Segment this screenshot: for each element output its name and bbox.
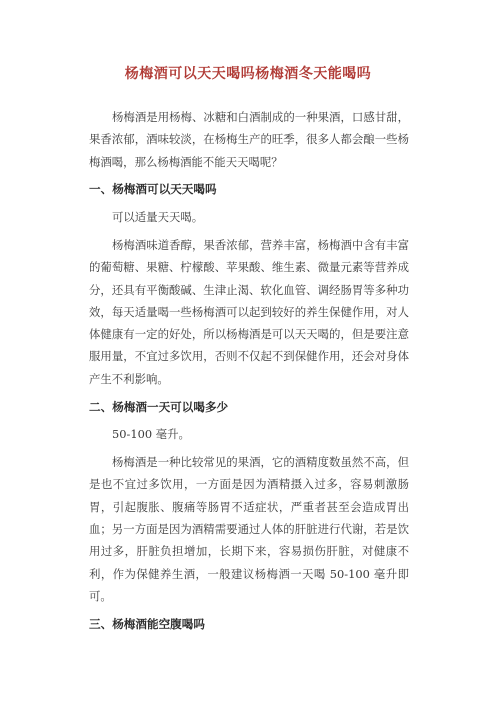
section-heading-1: 一、杨梅酒可以天天喝吗 [89, 182, 217, 197]
section-1-answer: 可以适量天天喝。 [112, 210, 204, 225]
section-heading-3: 三、杨梅酒能空腹喝吗 [89, 616, 205, 631]
document-body [89, 106, 409, 641]
intro-paragraph: 杨梅酒是用杨梅、冰糖和白酒制成的一种果酒，口感甘甜，果香浓郁，酒味较淡，在杨梅生产的旺季，很多人都会酿一些杨梅酒喝，那么杨梅酒能不能天天喝呢？ [89, 110, 409, 169]
section-2-body: 杨梅酒是一种比较常见的果酒，它的酒精度数虽然不高，但是也不宜过多饮用，一方面是因为酒精摄入过多，容易刺激肠胃，引起腹胀、腹痛等肠胃不适症状，严重者甚至会造成胃出血；另一方面是因为酒精需要通过人体的肝脏进行代谢，若是饮用过多，肝脏负担增加，长期下来，容易损伤肝脏，对健康不利，作为保健养生酒，一般建议杨梅酒一天喝 50-100 毫升即可。 [89, 455, 409, 603]
section-1-body: 杨梅酒味道香醇，果香浓郁，营养丰富，杨梅酒中含有丰富的葡萄糖、果糖、柠檬酸、苹果酸、维生素、微量元素等营养成分，还具有平衡酸碱、生津止渴、软化血管、调经肠胃等多种功效，每天适量喝一些杨梅酒可以起到较好的养生保健作用，对人体健康有一定的好处，所以杨梅酒是可以天天喝的，但是要注意服用量，不宜过多饮用，否则不仅起不到保健作用，还会对身体产生不利影响。 [89, 237, 409, 386]
section-heading-2: 二、杨梅酒一天可以喝多少 [89, 399, 229, 414]
document-title: 杨梅酒可以天天喝吗杨梅酒冬天能喝吗 [124, 66, 372, 82]
section-2-answer: 50-100 毫升。 [112, 427, 190, 442]
